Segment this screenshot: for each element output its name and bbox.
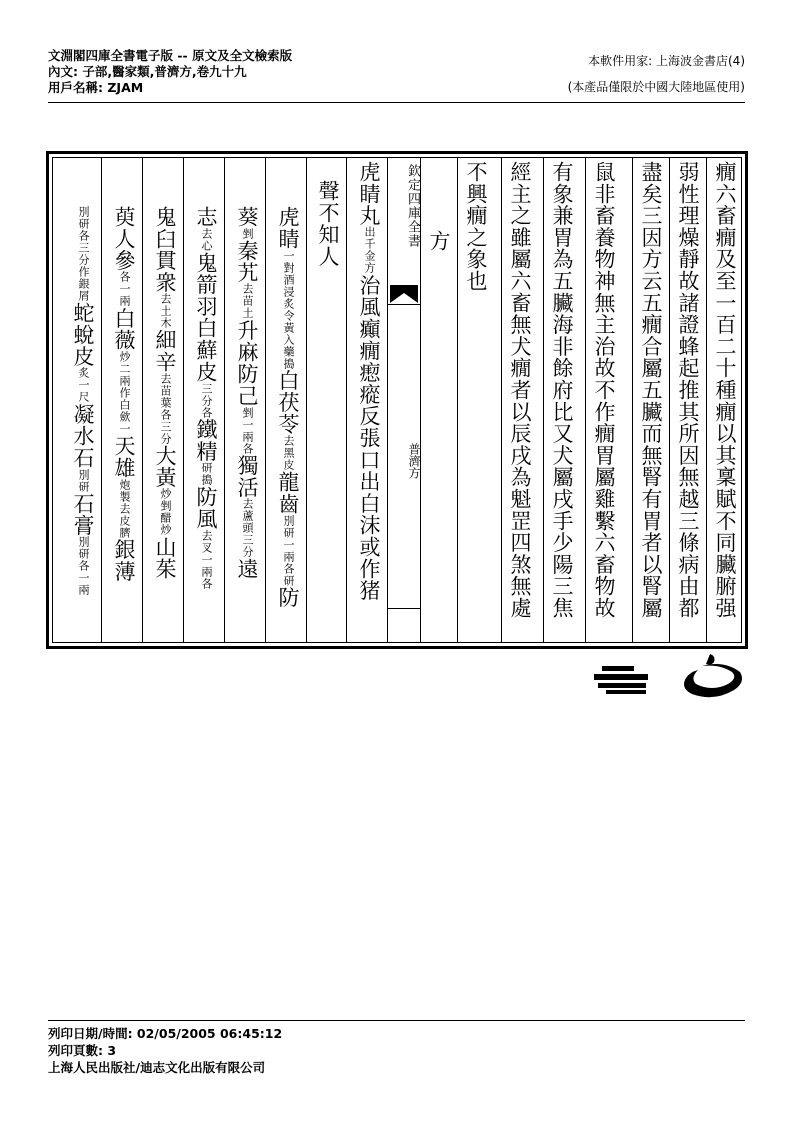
- column-text: 不興癇之象也: [464, 161, 488, 292]
- print-header: [48, 48, 468, 96]
- ingredient-name: 鬼臼: [153, 206, 177, 250]
- ingredient-name: 防風: [194, 486, 218, 530]
- ingredient-note: 去叉一兩各: [200, 529, 213, 590]
- ingredient-name: 銀薄: [112, 538, 136, 583]
- ingredient-name: 白茯苓: [276, 369, 300, 436]
- header-rule: [48, 102, 745, 103]
- ingredient-note: 去蘆頭三分: [241, 498, 254, 559]
- ingredient-text: [102, 206, 142, 582]
- ingredient-note: 去心: [200, 227, 213, 252]
- text-column-6: [501, 158, 538, 642]
- ingredient-note: 炒二兩作白歛一: [118, 351, 131, 436]
- ingredient-name: 鐵精: [194, 418, 218, 463]
- ingredient-name: 防: [276, 586, 300, 609]
- ingredient-note: 去苗葉各三分: [159, 372, 172, 445]
- ingredient-name: 遠: [235, 558, 259, 581]
- center-fold: [387, 158, 420, 642]
- ingredient-note: 別研各一兩: [77, 536, 90, 597]
- recipe-source-note: 出千金方: [363, 226, 376, 275]
- ingredient-note: 去土木: [159, 293, 172, 330]
- text-column-2: [669, 158, 706, 642]
- ingredient-text: [225, 206, 265, 580]
- column-text: 鼠非畜養物神無主治故不作癇胃屬雞繫六畜物故: [592, 161, 616, 619]
- publisher: 上海人民出版社/迪志文化出版有限公司: [48, 1060, 266, 1075]
- recipe-indication: 治風癲癇瘛瘲反張口出白沫或作猪: [357, 274, 381, 602]
- ingredient-name: 貫衆: [153, 249, 177, 294]
- ingredient-name: 人參: [112, 227, 136, 272]
- dragon-mark-icon: [682, 652, 746, 702]
- ingredient-text: [53, 206, 101, 596]
- ingredient-note: 去苗土: [241, 283, 254, 320]
- ingredient-text: [184, 206, 224, 590]
- ingredient-name: 鬼箭羽: [194, 251, 218, 318]
- text-column-4: [585, 158, 622, 642]
- license-region: (本產品僅限於中國大陸地區使用): [567, 80, 745, 94]
- ingredient-text: [143, 206, 183, 580]
- ingredient-name: 石膏: [71, 492, 95, 537]
- column-text: 癇六畜癇及至一百二十種癇以其稟賦不同臟腑强: [713, 161, 737, 619]
- ingredient-note: 研搗: [200, 462, 213, 487]
- ingredient-name: 凝水石: [71, 403, 95, 469]
- license-header: [485, 48, 745, 100]
- print-footer: [48, 1025, 282, 1076]
- ingredient-note: 炮製去皮臍: [118, 478, 131, 539]
- column-text: 經主之雖屬六畜無犬癇者以辰戌為魁罡四煞無處: [508, 161, 532, 619]
- ingredient-column-6: [53, 158, 101, 642]
- text-column-7: [457, 158, 494, 642]
- ingredient-name: 細辛: [153, 329, 177, 373]
- recipe-title-text: [347, 161, 387, 601]
- ingredient-note: 三分各: [200, 382, 213, 419]
- ingredient-name: 龍齒: [276, 471, 300, 515]
- ingredient-name: 升麻: [235, 319, 259, 364]
- footer-rule: [48, 1020, 745, 1021]
- ingredient-note: 各一兩: [118, 271, 131, 308]
- recipe-indication-cont: 聲不知人: [316, 180, 340, 268]
- ingredient-name: 萸: [112, 206, 136, 228]
- ingredient-name: 志: [194, 206, 218, 228]
- ingredient-note: 剉: [241, 227, 254, 240]
- text-column-8: [420, 158, 457, 642]
- ingredient-note: 炒剉醋炒: [159, 488, 172, 537]
- fold-book-title: 普濟方: [407, 443, 421, 479]
- ingredient-name: 蛇蛻皮: [71, 302, 95, 368]
- ingredient-column-4: [142, 158, 183, 642]
- fishtail-mark-icon: [390, 285, 418, 303]
- ingredient-column-1: [265, 158, 306, 642]
- print-page-count: 列印頁數: 3: [48, 1043, 117, 1058]
- seal-mark-icon: [592, 664, 650, 696]
- ingredient-name: 葵: [235, 206, 259, 228]
- ingredient-name: 虎睛: [276, 206, 300, 250]
- fold-divider: [388, 608, 420, 609]
- section-heading: 方: [427, 230, 451, 252]
- recipe-title: 虎睛丸: [357, 161, 381, 227]
- ingredient-note: 別研各三分作銀屑: [77, 206, 90, 302]
- ingredient-column-5: [101, 158, 142, 642]
- ingredient-column-3: [183, 158, 224, 642]
- fold-title: 欽定四庫全書: [405, 164, 420, 248]
- header-title: 文淵閣四庫全書電子版 -- 原文及全文檢索版: [48, 48, 293, 63]
- ingredient-name: 山茱: [153, 536, 177, 581]
- ingredient-name: 大黃: [153, 444, 177, 489]
- ingredient-name: 秦艽: [235, 239, 259, 284]
- column-text: 有象兼胃為五臟海非餘府比又犬屬戌手少陽三焦: [550, 161, 574, 619]
- ingredient-note: 別研: [77, 468, 90, 493]
- ingredient-name: 獨活: [235, 454, 259, 499]
- book-page: [46, 151, 748, 649]
- book-inner-frame: [52, 157, 742, 643]
- column-text: 盡矣三因方云五癇合屬五臟而無腎有胃者以腎屬: [639, 161, 663, 619]
- header-user: 用戶名稱: ZJAM: [48, 80, 144, 95]
- recipe-cont-column: [306, 158, 346, 642]
- ingredient-name: 天雄: [112, 435, 136, 479]
- header-content: 內文: 子部,醫家類,普濟方,卷九十九: [48, 64, 247, 79]
- ingredient-note: 炙一尺: [77, 367, 90, 404]
- ingredient-column-2: [224, 158, 265, 642]
- ingredient-note: 別研一兩各研: [282, 514, 295, 587]
- ingredient-name: 白蘚皮: [194, 317, 218, 383]
- column-text: 弱性理燥靜故諸證蜂起推其所因無越三條病由都: [676, 161, 700, 619]
- ingredient-name: 白薇: [112, 307, 136, 352]
- ingredient-text: [266, 206, 306, 608]
- text-column-3: [632, 158, 669, 642]
- ingredient-note: 剉一兩各: [241, 406, 254, 455]
- ingredient-note: 去黑皮: [282, 435, 295, 472]
- print-datetime: 列印日期/時間: 02/05/2005 06:45:12: [48, 1026, 283, 1041]
- license-user: 本軟件用家: 上海波金書店(4): [588, 54, 745, 68]
- ingredient-note: 一對酒浸炙令黃入藥搗: [282, 249, 295, 370]
- text-column-5: [543, 158, 580, 642]
- recipe-title-column: [346, 158, 387, 642]
- text-column-1: [706, 158, 743, 642]
- fold-divider: [388, 304, 420, 305]
- ingredient-name: 防己: [235, 363, 259, 407]
